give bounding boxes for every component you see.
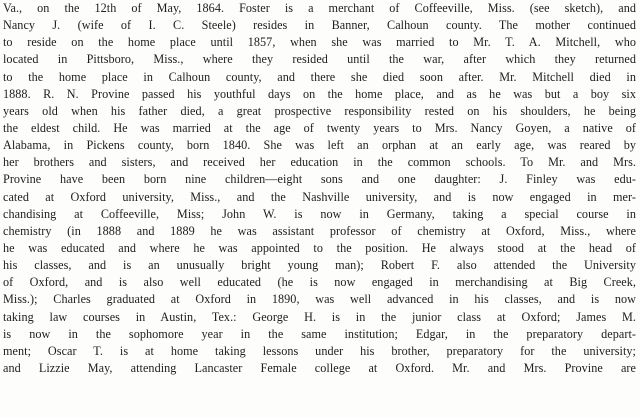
text-line: Provine have been born nine children—eight sons and one daughter: J. Finley was edu-	[3, 172, 636, 187]
text-line: he was educated and where he was appointed to the position. He always stood at the head of	[3, 240, 636, 255]
text-line: cated at Oxford university, Miss., and the Nashville university, and is now engaged in mer-	[3, 189, 636, 204]
text-line: Miss.); Charles graduated at Oxford in 1890, was well advanced in his classes, and is now	[3, 292, 636, 307]
text-line: to reside on the home place until 1857, when she was married to Mr. T. A. Mitchell, who	[3, 35, 636, 50]
text-line: chandising at Coffeeville, Miss; John W. is now in Germany, taking a special course in	[3, 206, 636, 221]
text-line: located in Pittsboro, Miss., where they resided until the war, after which they returned	[3, 52, 636, 67]
body-text	[3, 0, 636, 377]
text-line: 1888. R. N. Provine passed his youthful days on the home place, and as he was but a boy six	[3, 86, 636, 101]
text-line: Nancy J. (wife of I. C. Steele) resides in Banner, Calhoun county. The mother continued	[3, 18, 636, 33]
text-line: years old when his father died, a great prospective responsibility rested on his shoulders, he being	[3, 103, 636, 118]
text-line: and Lizzie May, attending Lancaster Female college at Oxford. Mr. and Mrs. Provine are	[3, 360, 636, 375]
text-line: of Oxford, and is also well educated (he is now engaged in merchandising at Big Creek,	[3, 275, 636, 290]
text-line: is now in the sophomore year in the same institution; Edgar, in the preparatory depart-	[3, 326, 636, 341]
text-line: ment; Oscar T. is at home taking lessons under his brother, preparatory for the university;	[3, 343, 636, 358]
text-line: the eldest child. He was married at the age of twenty years to Mrs. Nancy Goyen, a native of	[3, 120, 636, 135]
text-line: to the home place in Calhoun county, and there she died soon after. Mr. Mitchell died in	[3, 69, 636, 84]
text-line: her brothers and sisters, and received her education in the common schools. To Mr. and Mrs.	[3, 155, 636, 170]
text-line: Va., on the 12th of May, 1864. Foster is a merchant of Coffeeville, Miss. (see sketch), and	[3, 1, 636, 15]
text-line: Alabama, in Pickens county, born 1840. She was left an orphan at an early age, was reared by	[3, 138, 636, 153]
text-line: chemistry (in 1888 and 1889 he was assistant professor of chemistry at Oxford, Miss., where	[3, 223, 636, 238]
text-line: taking law courses in Austin, Tex.: George H. is in the junior class at Oxford; James M.	[3, 309, 636, 324]
text-line: his classes, and is an unusually bright young man); Robert F. also attended the University	[3, 258, 636, 273]
